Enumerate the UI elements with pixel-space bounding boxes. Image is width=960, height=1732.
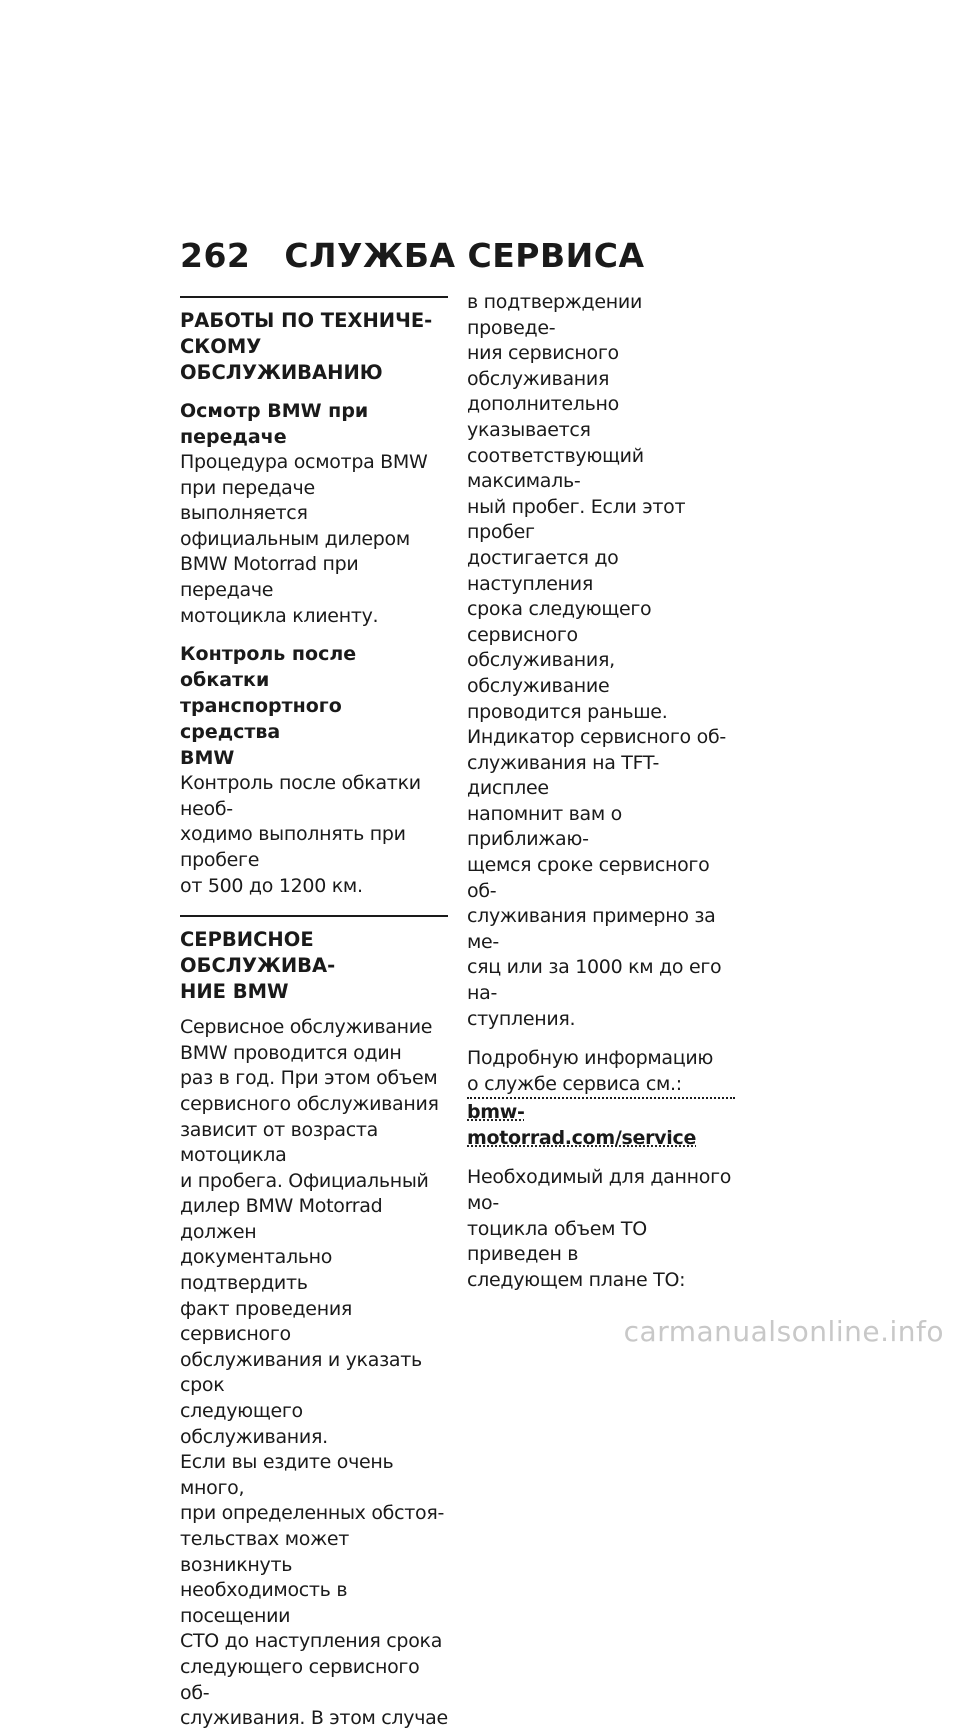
service-link[interactable]: bmw-motorrad.com/service xyxy=(467,1101,697,1150)
section-rule xyxy=(180,296,448,298)
page-number: 262 xyxy=(180,236,251,275)
section-rule xyxy=(180,915,448,917)
bmw-service-paragraph: Сервисное обслуживание BMW проводится один раз в год. При этом объем сервисного обслуживания зависит от возраста мотоцикла и пробега. Официальный дилер BMW Motorrad должен документально подтвердить факт проведения сервисного обслуживания и указать срок следующего обслуживания. Если вы ездите очень много, при определенных обстоя- тельствах может возникнуть необходимость в посещении СТО до наступления срока следующего сервисного об- служивания. В этом случае xyxy=(180,1016,448,1730)
break-in-paragraph: Контроль после обкатки необ- ходимо выполнять при пробеге от 500 до 1200 км. xyxy=(180,772,421,897)
section-title-maintenance: РАБОТЫ ПО ТЕХНИЧЕ- СКОМУ ОБСЛУЖИВАНИЮ xyxy=(180,309,433,384)
page-header xyxy=(180,236,645,275)
subheading-handover-inspection: Осмотр BMW при передаче xyxy=(180,400,369,448)
section-title-bmw-service: СЕРВИСНОЕ ОБСЛУЖИВА- НИЕ BMW xyxy=(180,928,336,1004)
watermark-logo: carmanualsonline.info xyxy=(623,1315,944,1348)
right-column xyxy=(467,290,735,1293)
mileage-paragraph: в подтверждении проведе- ния сервисного обслуживания дополнительно указывается соответствующий максималь- ный пробег. Если этот пробег достигается до наступления срока следующего сервисного обслуживания, обслуживание проводится раньше. xyxy=(467,291,686,723)
chapter-title: СЛУЖБА СЕРВИСА xyxy=(284,236,645,275)
link-top-rule xyxy=(467,1097,735,1151)
maintenance-plan-paragraph: Необходимый для данного мо- тоцикла объем ТО приведен в следующем плане ТО: xyxy=(467,1166,732,1291)
service-indicator-paragraph: Индикатор сервисного об- служивания на TFT-дисплее напомнит вам о приближаю- щемся сроке сервисного об- служивания примерно за ме- сяц или за 1000 км до его на- ступления. xyxy=(467,726,726,1030)
handover-paragraph: Процедура осмотра BMW при передаче выполняется официальным дилером BMW Motorrad при передаче мотоцикла клиенту. xyxy=(180,451,428,627)
more-info-paragraph: Подробную информацию о службе сервиса см.: xyxy=(467,1047,714,1095)
left-column xyxy=(180,284,448,1732)
subheading-break-in-check: Контроль после обкатки транспортного средства BMW xyxy=(180,643,357,770)
